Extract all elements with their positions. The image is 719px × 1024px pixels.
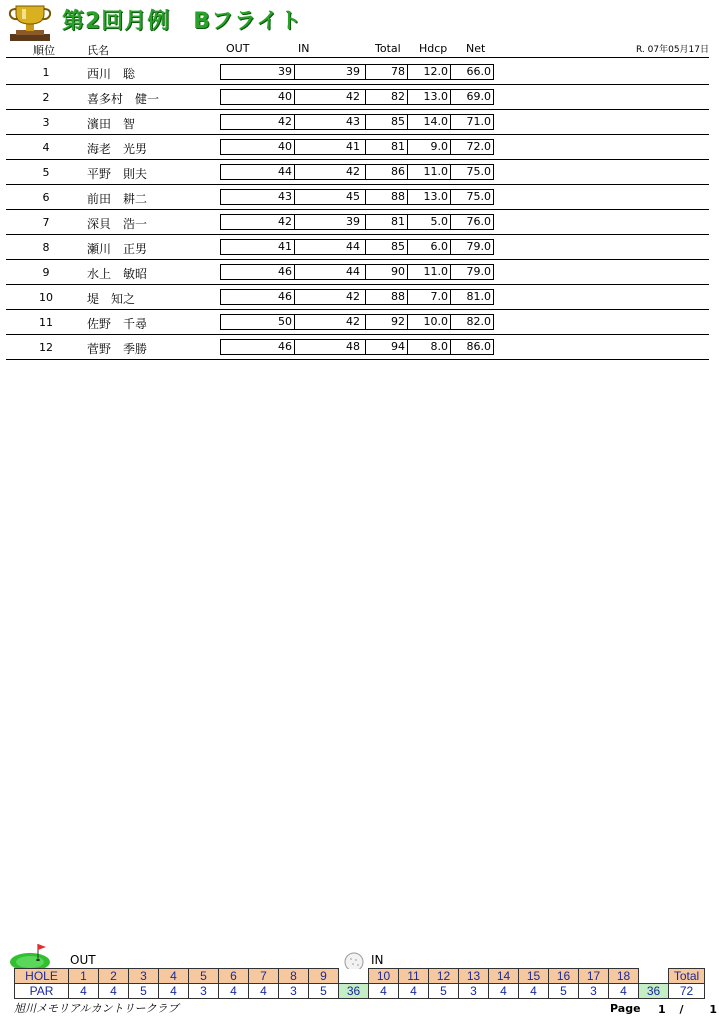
out-score: 39	[221, 65, 295, 79]
in-score: 39	[295, 65, 366, 79]
table-row	[0, 235, 719, 260]
club-name: 旭川メモリアルカントリークラブ	[14, 1002, 179, 1015]
in-score: 44	[295, 265, 366, 279]
table-row	[0, 260, 719, 285]
rank-cell: 7	[42, 216, 50, 229]
out-score: 46	[221, 265, 295, 279]
in-sum-spacer	[639, 969, 669, 984]
hole-label: HOLE	[15, 969, 69, 984]
par-value: 3	[189, 984, 219, 999]
score-box	[220, 189, 494, 205]
hole-number: 12	[429, 969, 459, 984]
net-score: 86.0	[466, 340, 491, 353]
in-score: 43	[295, 115, 366, 129]
total-score: 81	[366, 140, 408, 154]
rank-cell: 4	[42, 141, 50, 154]
par-value: 3	[579, 984, 609, 999]
total-score: 86	[366, 165, 408, 179]
rank-cell: 2	[42, 91, 50, 104]
out-score: 46	[221, 290, 295, 304]
out-score: 42	[221, 115, 295, 129]
in-score: 45	[295, 190, 366, 204]
rank-cell: 12	[39, 341, 53, 354]
table-row	[0, 160, 719, 185]
score-box	[220, 314, 494, 330]
table-row	[0, 85, 719, 110]
hdcp-value: 12.0	[408, 65, 451, 79]
net-score: 66.0	[466, 65, 491, 78]
hole-number: 7	[249, 969, 279, 984]
table-row	[0, 185, 719, 210]
total-score: 90	[366, 265, 408, 279]
net-score: 82.0	[466, 315, 491, 328]
table-row	[0, 110, 719, 135]
hole-number: 13	[459, 969, 489, 984]
score-box	[220, 164, 494, 180]
score-box	[220, 339, 494, 355]
par-value: 5	[129, 984, 159, 999]
hdcp-value: 7.0	[408, 290, 451, 304]
par-table	[14, 968, 705, 999]
total-score: 88	[366, 290, 408, 304]
hdcp-value: 11.0	[408, 165, 451, 179]
score-box	[220, 214, 494, 230]
out-label: OUT	[70, 953, 96, 967]
par-value: 4	[159, 984, 189, 999]
rank-cell: 10	[39, 291, 53, 304]
col-header-total: Total	[375, 42, 401, 55]
par-row	[15, 984, 705, 999]
out-score: 40	[221, 90, 295, 104]
col-header-rank: 順位	[33, 44, 55, 57]
hole-number: 16	[549, 969, 579, 984]
hole-number: 5	[189, 969, 219, 984]
score-box	[220, 264, 494, 280]
hdcp-value: 13.0	[408, 90, 451, 104]
page-label: Page	[610, 1002, 641, 1015]
total-par: 72	[669, 984, 705, 999]
page-separator: /	[679, 1003, 684, 1016]
page-total: 1	[709, 1003, 718, 1016]
total-score: 88	[366, 190, 408, 204]
header-divider	[6, 57, 709, 58]
hole-number: 8	[279, 969, 309, 984]
hole-number: 9	[309, 969, 339, 984]
net-score: 79.0	[466, 240, 491, 253]
net-score: 75.0	[466, 165, 491, 178]
total-score: 92	[366, 315, 408, 329]
total-score: 94	[366, 340, 408, 354]
rank-cell: 8	[42, 241, 50, 254]
row-divider	[6, 359, 709, 360]
page-current: 1	[658, 1003, 666, 1016]
hdcp-value: 9.0	[408, 140, 451, 154]
par-value: 4	[219, 984, 249, 999]
table-row	[0, 135, 719, 160]
par-value: 3	[459, 984, 489, 999]
par-value: 5	[429, 984, 459, 999]
col-header-in: IN	[298, 42, 310, 55]
hdcp-value: 10.0	[408, 315, 451, 329]
out-par-sum: 36	[339, 984, 369, 999]
par-label: PAR	[15, 984, 69, 999]
total-score: 82	[366, 90, 408, 104]
player-name: 平野 則夫	[87, 167, 148, 181]
col-header-net: Net	[466, 42, 486, 55]
hole-number: 1	[69, 969, 99, 984]
report-date: R. 07年05月17日	[636, 45, 710, 55]
hole-number: 14	[489, 969, 519, 984]
table-row	[0, 285, 719, 310]
out-sum-spacer	[339, 969, 369, 984]
hole-number: 18	[609, 969, 639, 984]
in-par-sum: 36	[639, 984, 669, 999]
par-value: 4	[99, 984, 129, 999]
player-name: 前田 耕二	[87, 192, 148, 206]
rank-cell: 6	[42, 191, 50, 204]
net-score: 69.0	[466, 90, 491, 103]
total-label: Total	[669, 969, 705, 984]
player-name: 濱田 智	[87, 117, 136, 131]
rank-cell: 3	[42, 116, 50, 129]
rank-cell: 1	[42, 66, 50, 79]
par-value: 4	[249, 984, 279, 999]
out-score: 40	[221, 140, 295, 154]
total-score: 85	[366, 240, 408, 254]
rank-cell: 9	[42, 266, 50, 279]
par-value: 5	[309, 984, 339, 999]
hdcp-value: 11.0	[408, 265, 451, 279]
player-name: 佐野 千尋	[87, 317, 148, 331]
player-name: 水上 敏昭	[87, 267, 148, 281]
hole-number: 6	[219, 969, 249, 984]
in-score: 42	[295, 290, 366, 304]
hole-row	[15, 969, 705, 984]
score-box	[220, 114, 494, 130]
score-box	[220, 64, 494, 80]
total-score: 81	[366, 215, 408, 229]
in-score: 42	[295, 315, 366, 329]
net-score: 81.0	[466, 290, 491, 303]
net-score: 71.0	[466, 115, 491, 128]
in-score: 42	[295, 165, 366, 179]
player-name: 深貝 浩一	[87, 217, 148, 231]
par-value: 4	[69, 984, 99, 999]
hdcp-value: 13.0	[408, 190, 451, 204]
hole-number: 17	[579, 969, 609, 984]
rank-cell: 11	[39, 316, 53, 329]
hole-number: 10	[369, 969, 399, 984]
net-score: 72.0	[466, 140, 491, 153]
out-score: 50	[221, 315, 295, 329]
player-name: 西川 聡	[87, 67, 136, 81]
net-score: 75.0	[466, 190, 491, 203]
rank-cell: 5	[42, 166, 50, 179]
score-box	[220, 289, 494, 305]
total-score: 85	[366, 115, 408, 129]
hdcp-value: 14.0	[408, 115, 451, 129]
net-score: 79.0	[466, 265, 491, 278]
hole-number: 2	[99, 969, 129, 984]
hdcp-value: 5.0	[408, 215, 451, 229]
par-value: 4	[369, 984, 399, 999]
hole-number: 15	[519, 969, 549, 984]
in-score: 44	[295, 240, 366, 254]
in-label: IN	[371, 953, 384, 967]
col-header-out: OUT	[226, 42, 250, 55]
out-score: 42	[221, 215, 295, 229]
player-name: 海老 光男	[87, 142, 148, 156]
col-header-name: 氏名	[87, 44, 109, 57]
score-box	[220, 89, 494, 105]
net-score: 76.0	[466, 215, 491, 228]
par-value: 3	[279, 984, 309, 999]
score-box	[220, 139, 494, 155]
player-name: 瀬川 正男	[87, 242, 148, 256]
par-value: 4	[519, 984, 549, 999]
table-row	[0, 60, 719, 85]
hole-number: 3	[129, 969, 159, 984]
par-value: 4	[489, 984, 519, 999]
out-score: 41	[221, 240, 295, 254]
hole-number: 4	[159, 969, 189, 984]
out-score: 46	[221, 340, 295, 354]
par-value: 5	[549, 984, 579, 999]
player-name: 菅野 季勝	[87, 342, 148, 356]
par-value: 4	[399, 984, 429, 999]
page-indicator	[658, 1003, 717, 1016]
hdcp-value: 6.0	[408, 240, 451, 254]
hdcp-value: 8.0	[408, 340, 451, 354]
player-name: 喜多村 健一	[87, 92, 160, 106]
par-value: 4	[609, 984, 639, 999]
in-score: 41	[295, 140, 366, 154]
score-box	[220, 239, 494, 255]
table-row	[0, 335, 719, 360]
table-row	[0, 310, 719, 335]
total-score: 78	[366, 65, 408, 79]
col-header-hdcp: Hdcp	[419, 42, 448, 55]
in-score: 42	[295, 90, 366, 104]
table-row	[0, 210, 719, 235]
in-score: 39	[295, 215, 366, 229]
hole-number: 11	[399, 969, 429, 984]
in-score: 48	[295, 340, 366, 354]
trophy-icon	[8, 4, 58, 42]
out-score: 44	[221, 165, 295, 179]
player-name: 堤 知之	[87, 292, 136, 306]
page-title: 第2回月例 Bフライト	[62, 9, 303, 34]
out-score: 43	[221, 190, 295, 204]
